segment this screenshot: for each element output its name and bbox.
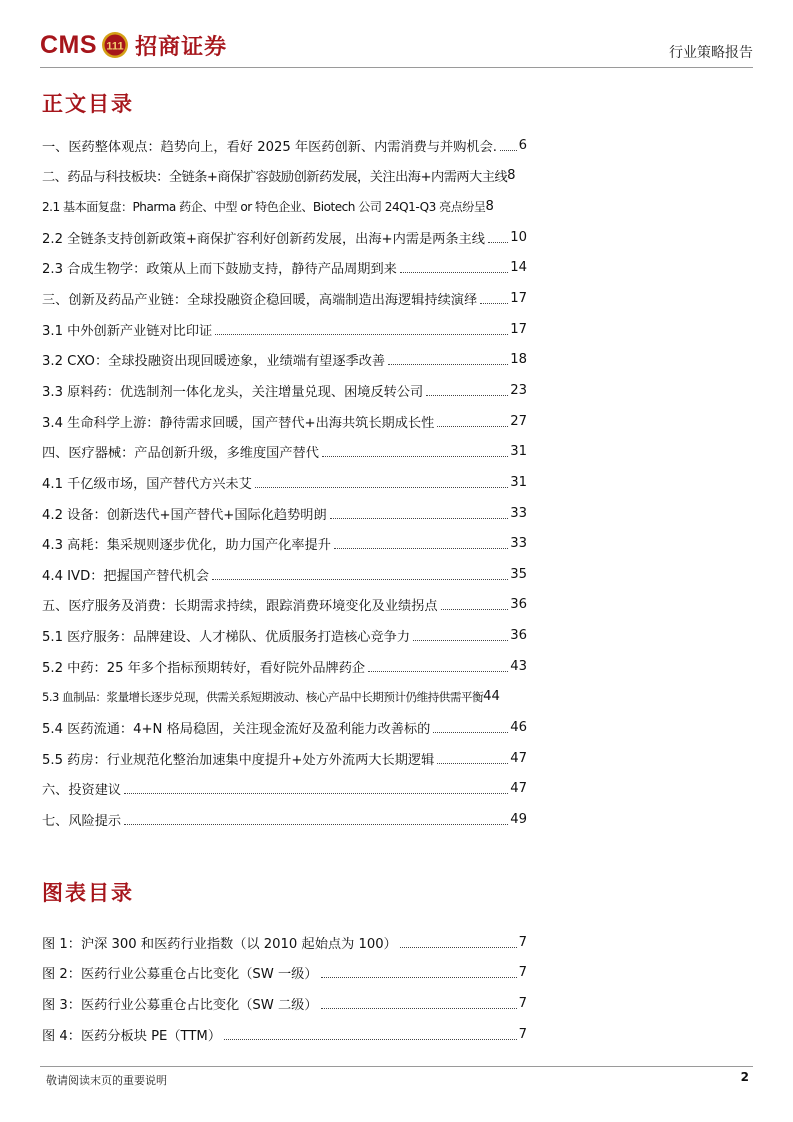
toc-entry-label: 5.3 血制品：浆量增长逐步兑现，供需关系短期波动、核心产品中长期预计仍维持供需平衡 <box>42 689 484 704</box>
toc-entry[interactable] <box>42 528 527 559</box>
header-divider <box>40 67 753 68</box>
dot-leader <box>413 630 508 641</box>
toc-entry-page: 27 <box>510 413 527 429</box>
toc-entry[interactable] <box>42 314 527 345</box>
toc-entry[interactable] <box>42 436 527 467</box>
toc-entry-page: 8 <box>485 199 494 215</box>
figure-entry[interactable] <box>42 958 527 989</box>
toc-entry-page: 23 <box>510 382 527 398</box>
toc-entry-label: 3.2 CXO：全球投融资出现回暖迹象，业绩端有望逐季改善 <box>42 354 386 370</box>
dot-leader <box>321 998 517 1009</box>
toc-entry-page: 46 <box>510 719 527 735</box>
toc-entry-label: 三、创新及药品产业链：全球投融资企稳回暖，高端制造出海逻辑持续演绎 <box>42 293 478 309</box>
dot-leader <box>255 477 508 488</box>
dot-leader <box>433 722 508 733</box>
figure-entry-label: 图 2：医药行业公募重仓占比变化（SW 一级） <box>42 967 318 983</box>
toc-entry[interactable] <box>42 375 527 406</box>
page-header <box>40 26 753 64</box>
toc-title: 正文目录 <box>42 91 134 116</box>
logo-cms-text: CMS <box>40 30 98 59</box>
figure-entry[interactable] <box>42 927 527 958</box>
toc-entry-page: 49 <box>510 811 527 827</box>
toc-entry-page: 47 <box>510 781 527 797</box>
toc-entry[interactable] <box>42 498 527 529</box>
toc-entry-label: 二、药品与科技板块：全链条+商保扩容鼓励创新药发展，关注出海+内需两大主线 <box>42 170 508 186</box>
toc-entry[interactable] <box>42 253 527 284</box>
dot-leader <box>215 324 508 335</box>
toc-entry[interactable] <box>42 559 527 590</box>
dot-leader <box>124 814 508 825</box>
toc-entry-label: 4.3 高耗：集采规则逐步优化，助力国产化率提升 <box>42 538 331 554</box>
toc-entry-page: 8 <box>507 168 516 184</box>
toc-entry-page: 31 <box>510 444 527 460</box>
dot-leader <box>441 599 509 610</box>
toc-entry[interactable] <box>42 191 527 222</box>
toc-entry[interactable] <box>42 712 527 743</box>
toc-entry[interactable] <box>42 130 527 161</box>
toc-entry-page: 31 <box>510 474 527 490</box>
footer-notice: 敬请阅读末页的重要说明 <box>46 1074 167 1087</box>
logo-badge-text: 111 <box>106 40 124 53</box>
report-type: 行业策略报告 <box>669 45 753 61</box>
toc-entry[interactable] <box>42 743 527 774</box>
toc-entry-label: 2.2 全链条支持创新政策+商保扩容利好创新药发展，出海+内需是两条主线 <box>42 231 485 247</box>
toc-entry-label: 5.2 中药：25 年多个指标预期转好，看好院外品牌药企 <box>42 660 366 676</box>
toc-entry-page: 17 <box>510 321 527 337</box>
toc-entry-label: 3.3 原料药：优选制剂一体化龙头，关注增量兑现、困境反转公司 <box>42 384 424 400</box>
toc-entry-page: 35 <box>510 566 527 582</box>
toc-entry-page: 33 <box>510 536 527 552</box>
toc-entry[interactable] <box>42 222 527 253</box>
toc-entry-label: 5.4 医药流通：4+N 格局稳固，关注现金流好及盈利能力改善标的 <box>42 721 431 737</box>
toc-entry[interactable] <box>42 344 527 375</box>
toc-entry-page: 10 <box>510 229 527 245</box>
toc-entry[interactable] <box>42 682 527 713</box>
figure-entry[interactable] <box>42 988 527 1019</box>
toc-entry-label: 七、风险提示 <box>42 813 122 829</box>
toc-entry-label: 2.1 基本面复盘：Pharma 药企、中型 or 特色企业、Biotech 公司 24Q1-Q3 亮点纷呈 <box>42 200 486 215</box>
logo-badge-icon <box>101 31 129 59</box>
toc-entry[interactable] <box>42 283 527 314</box>
toc-entry-page: 17 <box>510 291 527 307</box>
dot-leader <box>224 1029 517 1040</box>
toc-entry-label: 3.4 生命科学上游：静待需求回暖，国产替代+出海共筑长期成长性 <box>42 415 435 431</box>
dot-leader <box>330 508 509 519</box>
toc-entry-page: 44 <box>483 689 500 705</box>
toc-entry-label: 5.1 医疗服务：品牌建设、人才梯队、优质服务打造核心竞争力 <box>42 630 411 646</box>
toc-entry-label: 五、医疗服务及消费：长期需求持续，跟踪消费环境变化及业绩拐点 <box>42 599 438 615</box>
toc-entry[interactable] <box>42 804 527 835</box>
figures-list <box>42 927 527 1050</box>
figures-title: 图表目录 <box>42 880 134 905</box>
dot-leader <box>437 753 508 764</box>
toc-entry[interactable] <box>42 161 527 192</box>
toc-entry[interactable] <box>42 406 527 437</box>
dot-leader <box>437 416 508 427</box>
toc-entry-page: 18 <box>510 352 527 368</box>
toc-entry[interactable] <box>42 620 527 651</box>
toc-entry-label: 5.5 药房：行业规范化整治加速集中度提升+处方外流两大长期逻辑 <box>42 752 435 768</box>
toc-entry-page: 14 <box>510 260 527 276</box>
toc-entry-label: 2.3 合成生物学：政策从上而下鼓励支持，静待产品周期到来 <box>42 262 397 278</box>
figure-entry-page: 7 <box>518 934 527 950</box>
toc-entry-page: 36 <box>510 628 527 644</box>
figure-entry-label: 图 4：医药分板块 PE（TTM） <box>42 1028 222 1044</box>
dot-leader <box>124 783 508 794</box>
dot-leader <box>322 446 508 457</box>
toc-entry-page: 43 <box>510 658 527 674</box>
dot-leader <box>500 140 517 151</box>
page-number: 2 <box>740 1070 749 1084</box>
toc-entry-label: 4.4 IVD：把握国产替代机会 <box>42 568 209 584</box>
toc-entry-page: 33 <box>510 505 527 521</box>
dot-leader <box>480 293 508 304</box>
dot-leader <box>368 661 508 672</box>
dot-leader <box>426 385 508 396</box>
toc-entry-label: 一、医药整体观点：趋势向上，看好 2025 年医药创新、内需消费与并购机会. <box>42 139 497 155</box>
toc-entry-label: 六、投资建议 <box>42 783 122 799</box>
toc-entry[interactable] <box>42 467 527 498</box>
dot-leader <box>400 937 517 948</box>
dot-leader <box>212 569 508 580</box>
toc-entry-label: 4.2 设备：创新迭代+国产替代+国际化趋势明朗 <box>42 507 327 523</box>
toc-entry[interactable] <box>42 590 527 621</box>
dot-leader <box>334 538 508 549</box>
toc-list <box>42 130 527 835</box>
dot-leader <box>321 967 517 978</box>
dot-leader <box>400 262 508 273</box>
toc-entry-label: 3.1 中外创新产业链对比印证 <box>42 323 213 339</box>
toc-entry[interactable] <box>42 773 527 804</box>
logo-chinese-name: 招商证券 <box>135 33 228 60</box>
figure-entry-page: 7 <box>518 1026 527 1042</box>
footer-divider <box>40 1066 753 1067</box>
dot-leader <box>488 232 508 243</box>
toc-entry[interactable] <box>42 651 527 682</box>
figure-entry-label: 图 1：沪深 300 和医药行业指数（以 2010 起始点为 100） <box>42 936 397 952</box>
dot-leader <box>388 354 508 365</box>
toc-entry-page: 47 <box>510 750 527 766</box>
toc-entry-label: 四、医疗器械：产品创新升级，多维度国产替代 <box>42 446 319 462</box>
toc-entry-label: 4.1 千亿级市场，国产替代方兴未艾 <box>42 476 252 492</box>
toc-entry-page: 6 <box>518 137 527 153</box>
toc-entry-page: 36 <box>510 597 527 613</box>
company-logo <box>40 26 227 64</box>
figure-entry-page: 7 <box>518 965 527 981</box>
figure-entry-label: 图 3：医药行业公募重仓占比变化（SW 二级） <box>42 998 318 1014</box>
figure-entry[interactable] <box>42 1019 527 1050</box>
figure-entry-page: 7 <box>518 996 527 1012</box>
